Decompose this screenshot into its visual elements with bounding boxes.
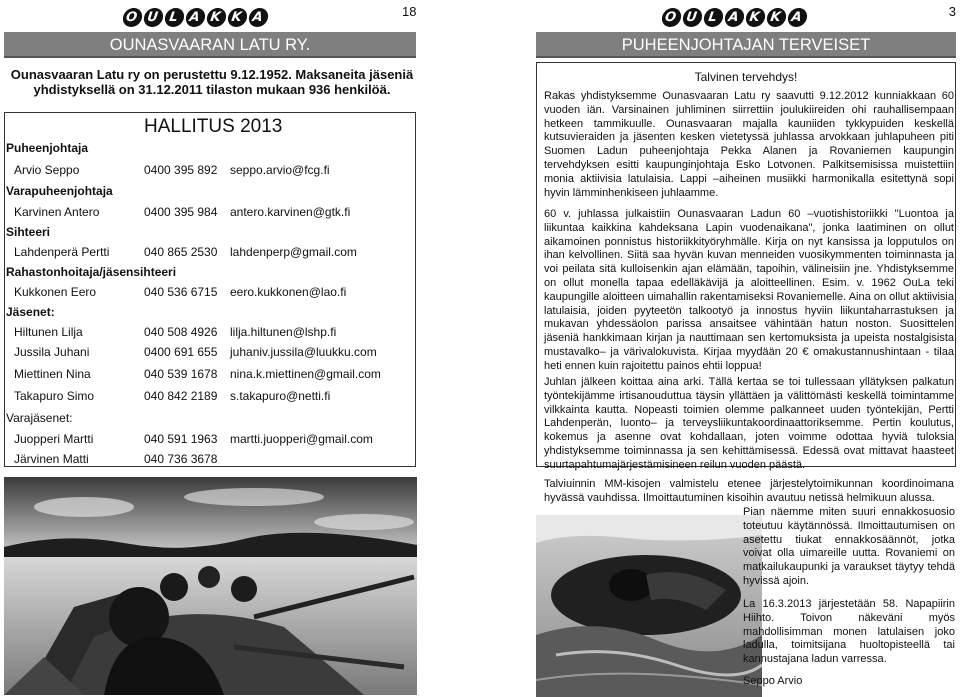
- intro-text: Ounasvaaran Latu ry on perustettu 9.12.1952. Maksaneita jäseniä yhdistyksellä on 31.12.2011 tilaston mukaan 936 henkilöä.: [10, 67, 414, 97]
- role-vice: Varapuheenjohtaja: [6, 184, 113, 198]
- paragraph-1: Rakas yhdistyksemme Ounasvaaran Latu ry saavutti 9.12.2012 kunniakkaan 60 vuoden iän. Varsinainen juhliminen siirrettiin joulukiireiden ohi rauhallisempaan hetkeen tammikuulle. Ounasvaaran majalla kauniiden tykkypuiden keskellä kutsuvieraiden ja jäsenten kesken vietetyssä juhlassa arvokkaan juhlapuheen piti Suomen Ladun puheenjohtaja Pekka Alanen ja Rovaniemen kaupungin tervehdyksen esitti kaupunginjohtaja Esko Lotvonen. Palkitsemisissa muistettiin monia aktiivisia latulaisia. Lappi –aiheinen musiikki harmonikalla esitettynä sopi hyvin lämminhenkiseen juhlaamme.: [544, 90, 954, 199]
- role-deputies: Varajäsenet:: [6, 411, 73, 425]
- board-row: Takapuro Simo 040 842 2189 s.takapuro@netti.fi: [14, 389, 331, 403]
- ice-swimmer-photo: [536, 515, 762, 697]
- section-banner: OUNASVAARAN LATU RY.: [4, 32, 416, 58]
- greeting: Talvinen tervehdys!: [694, 70, 798, 84]
- paragraph-5: La 16.3.2013 järjestetään 58. Napapiirin Hiihto. Toivon näkeväni myös mahdollisimman monen latulaisen joko ladulla, toimitsijana huoltopisteellä tai kannustajana ladun varressa.: [743, 598, 955, 666]
- paragraph-2: 60 v. juhlassa julkaistiin Ounasvaaran Ladun 60 –vuotishistoriikki "Luontoa ja liikuntaa kaikkina kahdeksana Lapin vuodenaikana", jonka laatiminen on ollut aikamoinen ponnistus historiikkityöryhmälle. Kirja on nyt kansissa ja lopputulos on ihan kelvollinen. Siitä saa hyvän kuvan menneiden vuosikymmenten toiminnasta ja voi peilata sitä kulloisenkin ajan elämään, tapoihin, välineisiin jne. Yhdistyksemme on ollut monella tapaa edelläkävijä ja aloitteellinen. Esim. v. 1962 OuLa teki kaupungille aloitteen uimahallin rakentamiseksi Rovaniemelle. Aina on ollut aktiivisia latulaisia, joiden pyyteetön talkootyö ja innostus hyviin liikuntaharrastuksen ja mukavan yhdessäolon parissa ansaitsee vähintään hatun noston. Suosittelen jäseniä hankkimaan kirjan ja nauttimaan sen kertomuksista ja upeista nostalgisista mustavalko– ja värivalokuvista. Kirjaa myydään 20 € omakustannushintaan - tilaa heti ennen kuin rajoitettu painos ehtii loppua!: [544, 208, 954, 372]
- page-number: 3: [948, 4, 956, 19]
- role-treasurer: Rahastonhoitaja/jäsensihteeri: [6, 265, 177, 279]
- role-secretary: Sihteeri: [6, 225, 51, 239]
- board-row: Järvinen Matti 040 736 3678: [14, 452, 218, 466]
- paragraph-4: Talviuinnin MM-kisojen valmistelu etenee järjestelytoimikunnan koordinoimana hyvässä vauhdissa. Ilmoittautuminen kisoihin avautuu netissä helmikuun alussa.: [544, 478, 954, 504]
- board-row: Jussila Juhani 0400 691 655 juhaniv.jussila@luukku.com: [14, 345, 377, 359]
- board-row: Kukkonen Eero 040 536 6715 eero.kukkonen@lao.fi: [14, 285, 347, 299]
- left-page: [0, 0, 425, 697]
- right-page: [532, 0, 960, 697]
- board-row: Hiltunen Lilja 040 508 4926 lilja.hiltunen@lshp.fi: [14, 325, 337, 339]
- paragraph-4-side: Pian näemme miten suuri ennakkosuosio toteutuu käytännössä. Ilmoittautumisen on asetettu tiukat ennakkosäännöt, jotka voivat olla uimareille uutta. Rovaniemi on matkailukaupunki ja varaukset täytyy tehdä hyvissä ajoin.: [743, 506, 955, 587]
- oulakka-logo: O U L A K K A: [662, 2, 809, 27]
- paragraph-3: Juhlan jälkeen koittaa aina arki. Tällä kertaa se toi tullessaan yllätyksen palkatun työntekijämme irtisanouduttua täysin yllättäen ja välittömästi keskellä toimintamme vilkkainta kautta. Nopeasti toimien olemme palkanneet uuden työntekijän, Pertti Lahdenperän, luonto– ja terveysliikuntakoordinaattoriksemme. Pertin koulutus, kokemus ja asenne ovat kohdallaan, joten voimme odottaa hyviä tuloksia yhdistyksemme toiminnassa ja sen kehittämisessä. Edessä ovat mittavat haasteet suurtapahtumajärjestämisineen reilun vuoden päästä.: [544, 376, 954, 471]
- board-title: HALLITUS 2013: [144, 116, 283, 137]
- board-row: Karvinen Antero 0400 395 984 antero.karvinen@gtk.fi: [14, 205, 351, 219]
- section-banner: PUHEENJOHTAJAN TERVEISET: [536, 32, 956, 58]
- role-members: Jäsenet:: [6, 305, 55, 319]
- board-row: Miettinen Nina 040 539 1678 nina.k.miettinen@gmail.com: [14, 367, 381, 381]
- oulakka-logo: O U L A K K A: [123, 2, 270, 27]
- board-row: Juopperi Martti 040 591 1963 martti.juopperi@gmail.com: [14, 432, 373, 446]
- rowing-boat-photo: [4, 477, 417, 695]
- role-chair: Puheenjohtaja: [6, 141, 89, 155]
- board-row: Lahdenperä Pertti 040 865 2530 lahdenperp@gmail.com: [14, 245, 357, 259]
- board-row: Arvio Seppo 0400 395 892 seppo.arvio@fcg.fi: [14, 163, 330, 177]
- signature: Seppo Arvio: [743, 675, 803, 687]
- page-number: 18: [402, 4, 417, 19]
